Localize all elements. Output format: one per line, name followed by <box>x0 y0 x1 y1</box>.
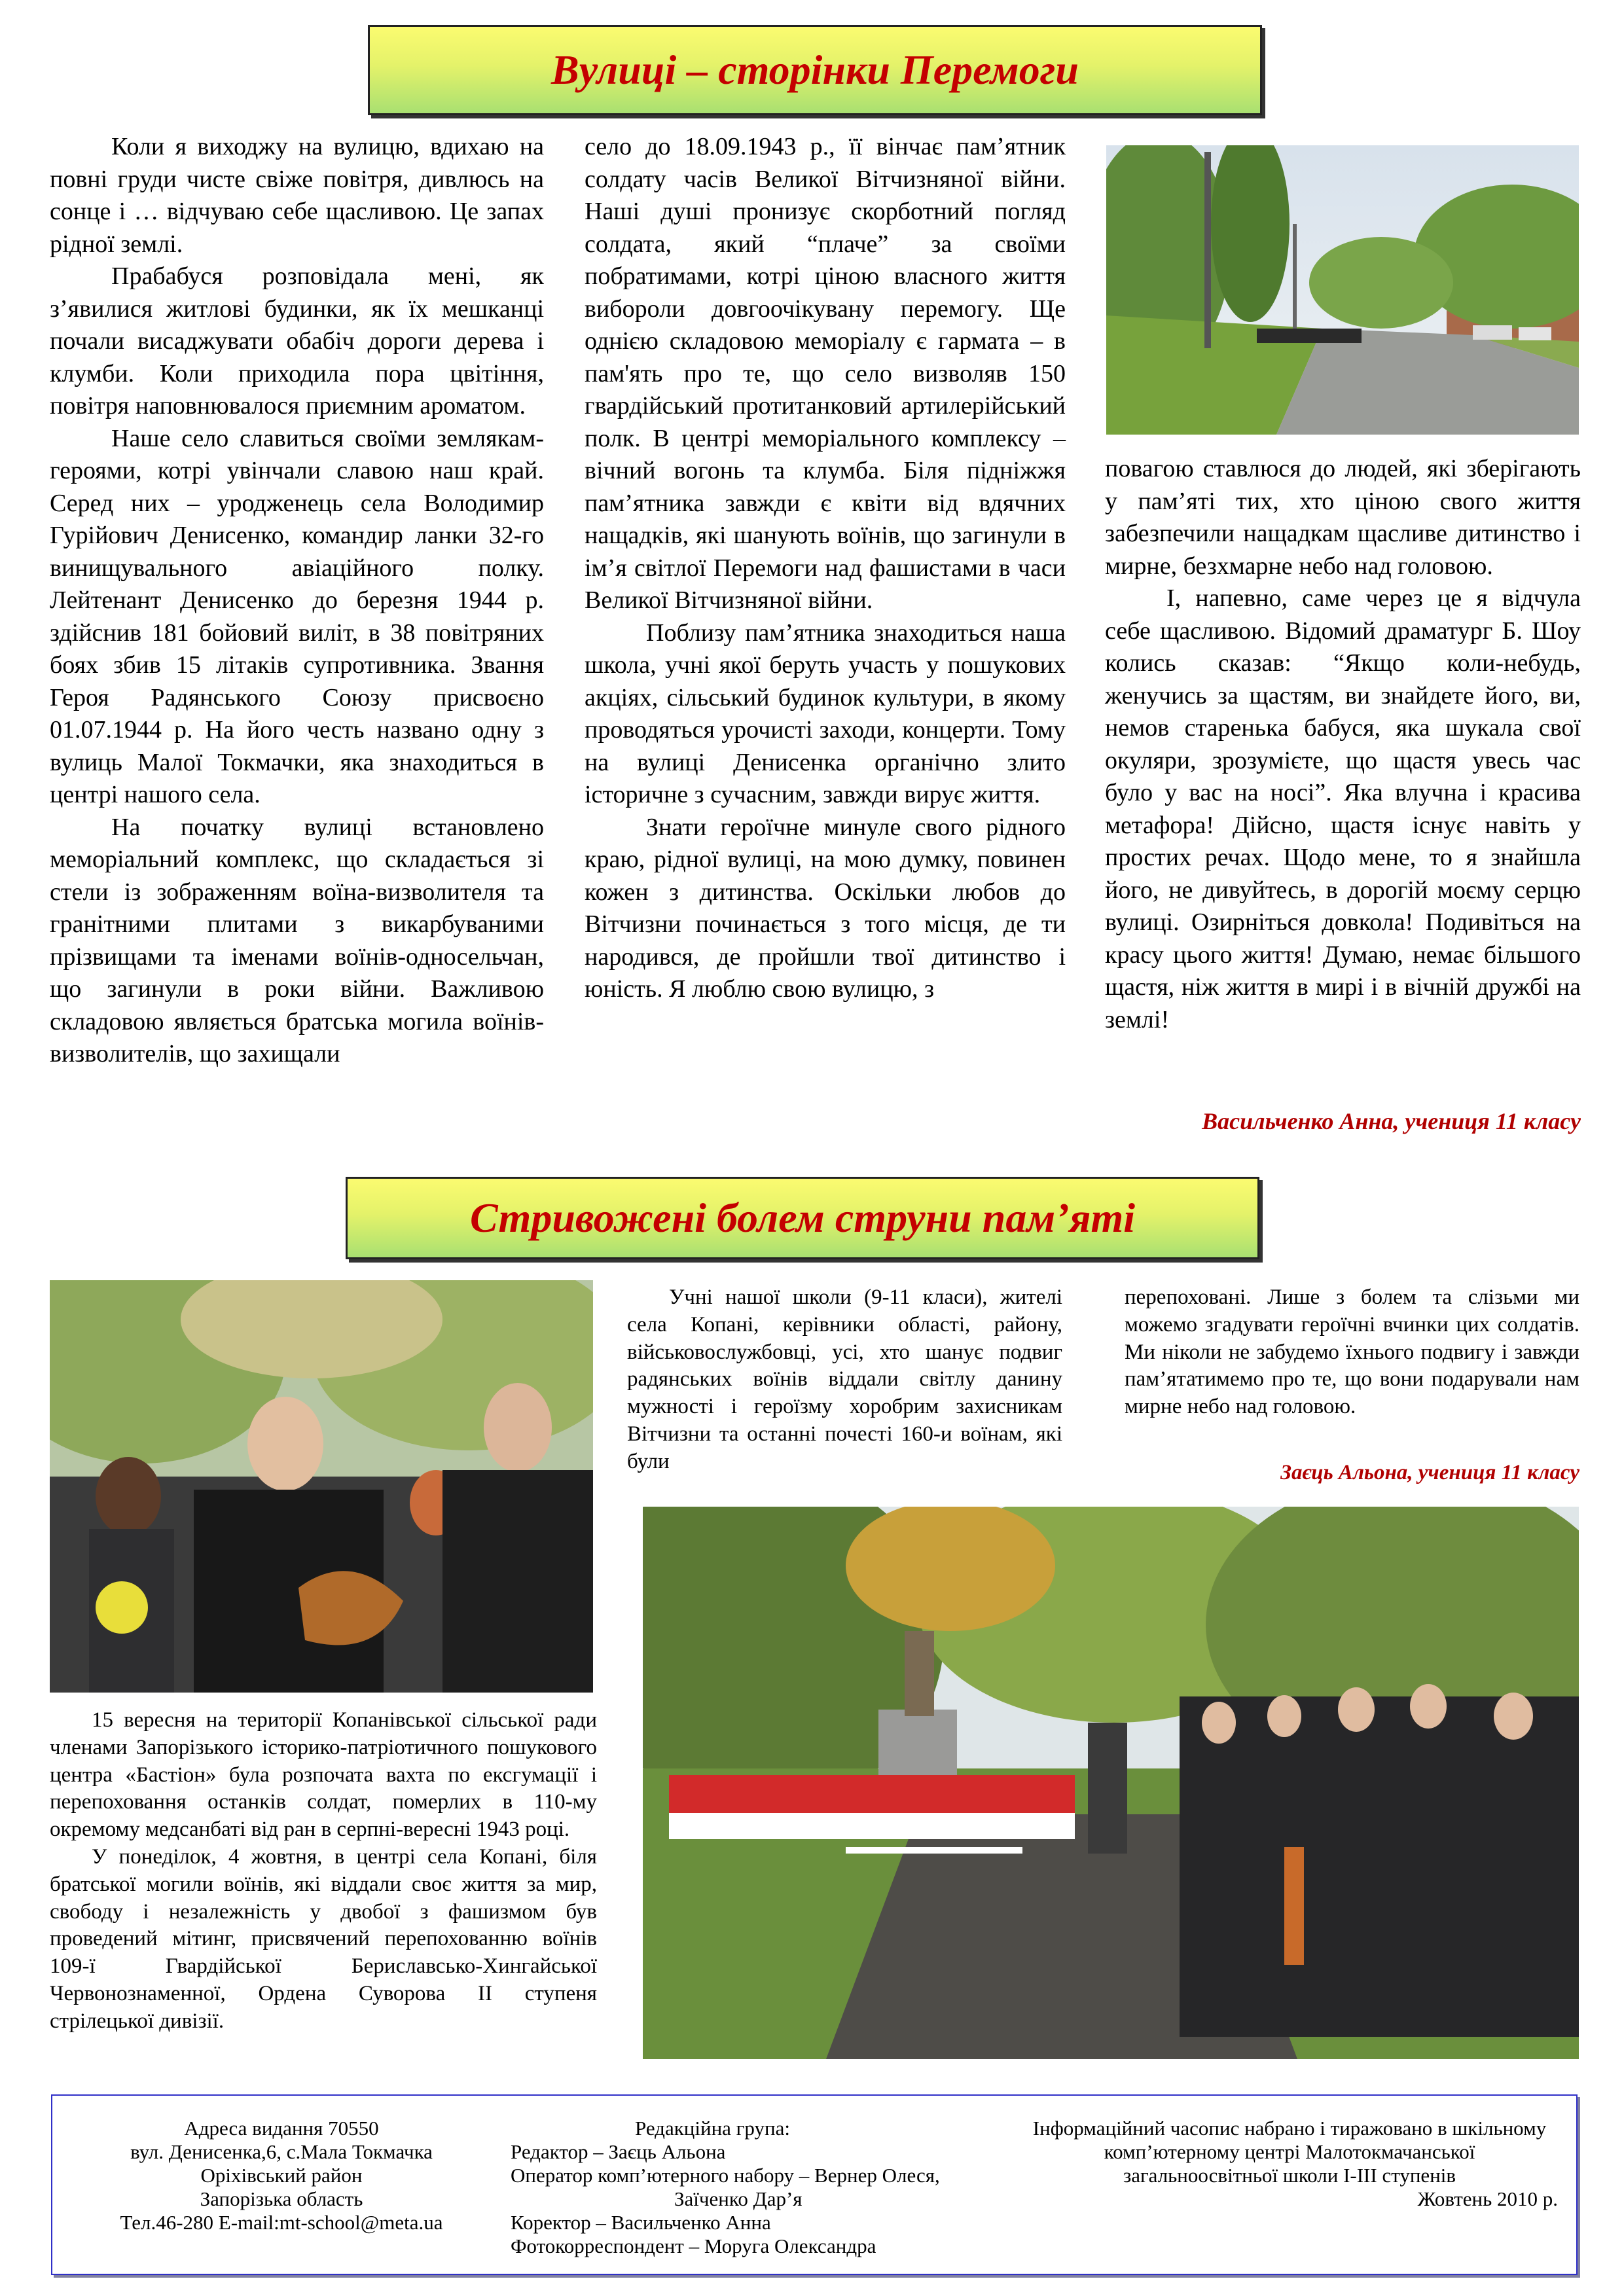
memorial-ceremony-image <box>643 1507 1579 2059</box>
article1-col1-paragraph: Наше село славиться своїми землякам-героями, котрі увінчали славою наш край. Серед них – уродженець села Володимир Гурійович Денисенко, командир ланки 32-го винищувального авіаційного полку. Лейтенант Денисенко до березня 1944 р. здійснив 181 бойовий виліт, в 38 повітряних боях збив 15 літаків супротивника. Звання Героя Радянського Союзу присвоєно 01.07.1944 р. На його честь названо одну з вулиць Малої Токмачки, яка знаходиться в центрі нашого села. <box>50 424 544 808</box>
article1-signature: Васильченко Анна, учениця 11 класу <box>1202 1108 1581 1134</box>
article2-left-paragraph: 15 вересня на території Копанівської сільської ради членами Запорізького історико-патріотичного пошукового центра «Бастіон» була розпочата вахта по ексгумації і перепоховання останків солдат, померлих в 110-му окремому медсанбаті від ран в серпні-вересні 1943 році. <box>50 1708 597 1842</box>
article1-column-3 <box>1105 453 1581 1036</box>
students-wreath-photo <box>50 1280 593 1693</box>
article1-title-box <box>368 25 1262 115</box>
footer-print-line: загальноосвітньої школи І-ІІІ ступенів <box>1123 2164 1456 2187</box>
footer-address <box>65 2117 497 2234</box>
footer-editorial-line: Коректор – Васильченко Анна <box>511 2211 771 2234</box>
footer-editorial-heading: Редакційна група: <box>635 2117 790 2140</box>
article1-column-2 <box>585 131 1066 1006</box>
article1-col2-paragraph: село до 18.09.1943 р., її вінчає пам’ятник солдату часів Великої Вітчизняної війни. Наші душі пронизує скорботний погляд солдата, який “плаче” за своїми побратимами, котрі ціною власного життя вибороли довгоочікувану перемогу. Ще однією складовою меморіалу є гармата – в пам'ять про те, що село визволяв 150 гвардійський протитанковий артилерійський полк. В центрі меморіального комплексу – вічний вогонь та клумба. Біля підніжжя пам’ятника завжди є квіти від вдячних нащадків, які шанують воїнів, що загинули в ім’я світлої Перемоги над фашистами в часи Великої Вітчизняної війни. <box>585 133 1066 614</box>
article1-col1-paragraph: На початку вулиці встановлено меморіальний комплекс, що складається зі стели із зображенням воїна-визволителя та гранітними плитами з викарбуваними прізвищами та іменами воїнів-односельчан, що загинули в роки війни. Важливою складовою являється братська могила воїнів-визволителів, що захищали <box>50 813 544 1067</box>
street-procession-image <box>1106 145 1579 435</box>
article2-left-paragraph: У понеділок, 4 жовтня, в центрі села Копані, біля братської могили воїнів, які віддали своє життя за мир, свободу і незалежність у двобої з фашизмом був проведений мітинг, присвячений перепохованню воїнів 109-ї Гвардійської Бериславсько-Хингайської Червонознаменної, Ордена Суворова ІІ ступеня стрілецької дивізії. <box>50 1844 597 2033</box>
article1-col2-paragraph: Знати героїчне минуле свого рідного краю, рідної вулиці, на мою думку, повинен кожен з дитинства. Оскільки любов до Вітчизни починається з того місця, де ти народився, де пройшли твої дитинство і юність. Я люблю свою вулицю, з <box>585 813 1066 1003</box>
article2-title: Стривожені болем струни пам’яті <box>469 1194 1136 1241</box>
article1-title: Вулиці – сторінки Перемоги <box>551 46 1079 93</box>
memorial-ceremony-photo <box>643 1507 1579 2059</box>
article2-signature: Заєць Альона, учениця 11 класу <box>1280 1461 1579 1484</box>
footer-print-info <box>1021 2117 1558 2211</box>
footer-editorial-line: Фотокорреспондент – Моруга Олександра <box>511 2234 876 2257</box>
footer-address-line: Оріхівський район <box>200 2164 363 2187</box>
article2-right-column <box>1125 1284 1579 1421</box>
article1-col2-paragraph: Поблизу пам’ятника знаходиться наша школа, учні якої беруть участь у пошукових акціях, сільський будинок культури, в якому проводяться урочисті заходи, концерти. Тому на вулиці Денисенка органічно злито історичне з сучасним, завжди вирує життя. <box>585 619 1066 808</box>
footer-address-line: Адреса видання 70550 <box>184 2117 379 2140</box>
footer-address-line: Запорізька область <box>200 2187 363 2210</box>
footer-editorial-line: Заїченко Дар’я <box>674 2187 803 2210</box>
footer-print-line: комп’ютерному центрі Малотокмачанської <box>1104 2140 1475 2163</box>
footer-editorial-line: Оператор комп’ютерного набору – Вернер Олеся, <box>511 2164 940 2187</box>
footer-date: Жовтень 2010 р. <box>1417 2187 1558 2210</box>
article2-right-paragraph: перепоховані. Лише з болем та слізьми ми можемо згадувати героїчні вчинки цих солдатів. Ми ніколи не забудемо їхнього подвигу і завжди пам’ятатимемо про те, що вони подарували нам мирне небо над головою. <box>1125 1285 1579 1419</box>
publication-footer <box>51 2094 1578 2275</box>
article1-col1-paragraph: Коли я виходжу на вулицю, вдихаю на повні груди чисте свіже повітря, дивлюсь на сонце і … відчуваю себе щасливою. Це запах рідної землі. <box>50 133 544 258</box>
footer-print-line: Інформаційний часопис набрано і тиражовано в шкільному <box>1032 2117 1547 2140</box>
footer-address-line: вул. Денисенка,6, с.Мала Токмачка <box>130 2140 433 2163</box>
footer-contact-line: Тел.46-280 E-mail:mt-school@meta.ua <box>120 2211 443 2234</box>
article1-col3-paragraph: І, напевно, саме через це я відчула себе щасливою. Відомий драматург Б. Шоу колись сказав: “Якщо коли-небудь, женучись за щастям, ви знайдете його, ви, немов старенька бабуся, яка шукала свої окуляри, зрозумієте, що щастя увесь час було у вас на носі”. Яка влучна і красива метафора! Дійсно, щастя існує навіть у простих речах. Щодо мене, то я знайшла його, не дивуйтесь, в дорогій моєму серцю вулиці. Озирніться довкола! Подивіться на красу цього життя! Думаю, немає більшого щастя, ніж життя в мирі і в вічній дружбі на землі! <box>1105 584 1581 1033</box>
article2-title-box <box>346 1177 1259 1259</box>
article1-col1-paragraph: Прабабуся розповідала мені, як з’явилися житлові будинки, як їх мешканці почали висаджувати обабіч дороги дерева і клумби. Коли приходила пора цвітіння, повітря наповнювалося приємним ароматом. <box>50 262 544 420</box>
students-wreath-image <box>50 1280 593 1693</box>
footer-editorial-line: Редактор – Заєць Альона <box>511 2140 726 2163</box>
article1-col3-paragraph: повагою ставлюся до людей, які зберігають у пам’яті тих, хто ціною свого життя забезпечили нащадкам щасливе дитинство і мирне, безхмарне небо над головою. <box>1105 455 1581 580</box>
article2-middle-paragraph: Учні нашої школи (9-11 класи), жителі села Копані, керівники області, району, військовослужбовці, усі, хто шанує подвиг радянських воїнів віддали світлу данину мужності і героїзму хоробрим захисникам Вітчизни та останні почесті 160-и воїнам, які були <box>627 1285 1062 1473</box>
article1-column-1 <box>50 131 544 1071</box>
footer-editorial-group <box>511 2117 1008 2258</box>
article2-left-column <box>50 1707 597 2036</box>
article2-middle-column <box>627 1284 1062 1476</box>
street-procession-photo <box>1106 145 1579 435</box>
